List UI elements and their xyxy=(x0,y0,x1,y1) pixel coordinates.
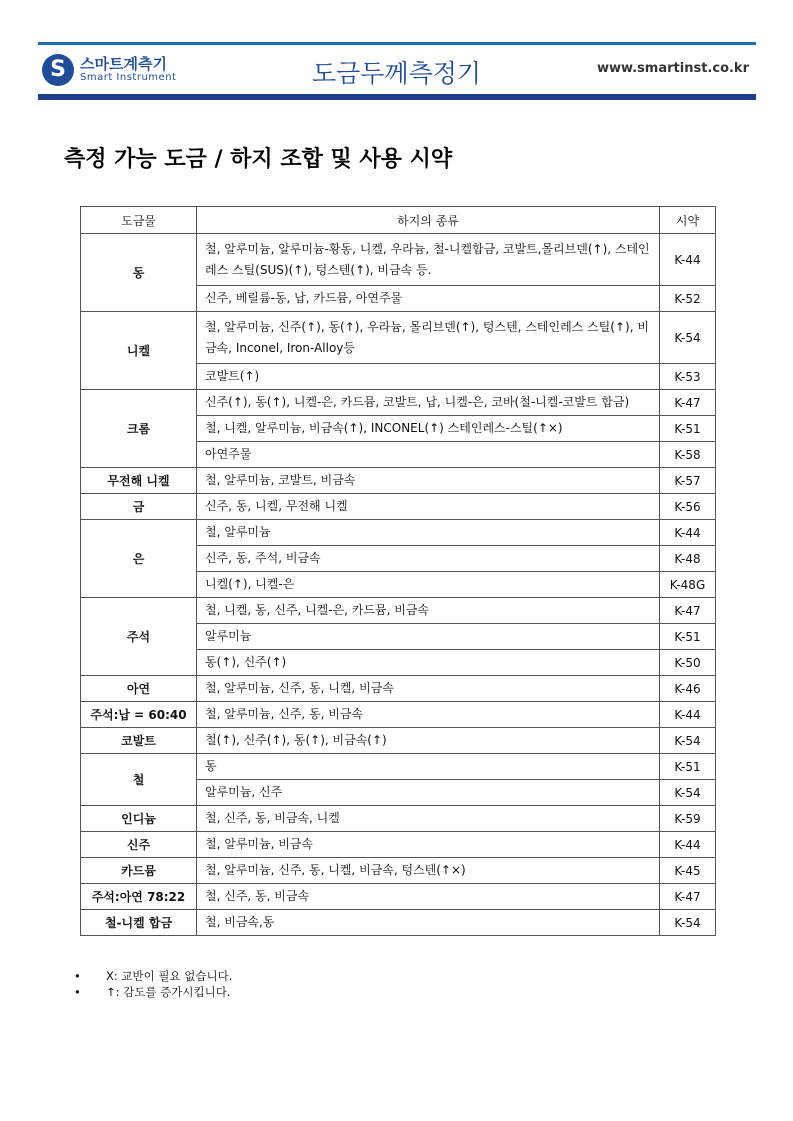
reagent-cell: K-59 xyxy=(660,806,716,832)
reagent-cell: K-54 xyxy=(660,728,716,754)
reagent-cell: K-47 xyxy=(660,390,716,416)
reagent-cell: K-44 xyxy=(660,520,716,546)
table-row xyxy=(81,312,716,364)
table-row xyxy=(81,858,716,884)
plating-cell: 인디늄 xyxy=(81,806,197,832)
reagent-cell: K-53 xyxy=(660,364,716,390)
reagent-cell: K-51 xyxy=(660,754,716,780)
substrate-cell: 알루미늄, 신주 xyxy=(197,780,660,806)
reagent-cell: K-54 xyxy=(660,780,716,806)
plating-cell: 무전해 니켈 xyxy=(81,468,197,494)
reagent-cell: K-48G xyxy=(660,572,716,598)
substrate-cell: 철, 알루미늄, 신주, 동, 비금속 xyxy=(197,702,660,728)
reagent-cell: K-47 xyxy=(660,884,716,910)
substrate-cell: 철, 알루미늄 xyxy=(197,520,660,546)
substrate-cell: 신주(↑), 동(↑), 니켈-은, 카드뮴, 코발트, 납, 니켈-은, 코바(철-니켈-코발트 합금) xyxy=(197,390,660,416)
substrate-cell: 알루미늄 xyxy=(197,624,660,650)
table-row xyxy=(81,884,716,910)
column-header-plating: 도금물 xyxy=(81,207,197,234)
reagent-cell: K-44 xyxy=(660,832,716,858)
plating-cell: 니켈 xyxy=(81,312,197,390)
substrate-cell: 철(↑), 신주(↑), 동(↑), 비금속(↑) xyxy=(197,728,660,754)
table-header-row xyxy=(81,207,716,234)
table-row xyxy=(81,728,716,754)
plating-cell: 신주 xyxy=(81,832,197,858)
reagent-cell: K-44 xyxy=(660,234,716,286)
plating-cell: 주석:아연 78:22 xyxy=(81,884,197,910)
reagent-cell: K-51 xyxy=(660,624,716,650)
logo-name-korean: 스마트계측기 xyxy=(80,55,167,73)
column-header-reagent: 시약 xyxy=(660,207,716,234)
note-text: X: 교반이 필요 없습니다. xyxy=(106,969,233,983)
section-title: 측정 가능 도금 / 하지 조합 및 사용 시약 xyxy=(64,147,453,172)
reagent-cell: K-57 xyxy=(660,468,716,494)
reagent-cell: K-47 xyxy=(660,598,716,624)
reagent-cell: K-54 xyxy=(660,312,716,364)
substrate-cell: 철, 비금속,동 xyxy=(197,910,660,936)
plating-cell: 동 xyxy=(81,234,197,312)
reagent-cell: K-51 xyxy=(660,416,716,442)
substrate-cell: 신주, 베릴륨-동, 납, 카드뮴, 아연주물 xyxy=(197,286,660,312)
document-title: 도금두께측정기 xyxy=(311,59,482,88)
plating-cell: 철 xyxy=(81,754,197,806)
plating-cell: 크롬 xyxy=(81,390,197,468)
header-bottom-rule xyxy=(38,94,756,100)
table-row xyxy=(81,806,716,832)
reagent-cell: K-44 xyxy=(660,702,716,728)
plating-cell: 코발트 xyxy=(81,728,197,754)
logo-name-english: Smart Instrument xyxy=(80,72,177,83)
substrate-cell: 철, 알루미늄, 신주, 동, 니켈, 비금속, 텅스텐(↑×) xyxy=(197,858,660,884)
note-text: ↑: 감도를 증가시킵니다. xyxy=(106,985,231,999)
column-header-substrate: 하지의 종류 xyxy=(197,207,660,234)
table-row xyxy=(81,676,716,702)
plating-cell: 철-니켈 합금 xyxy=(81,910,197,936)
table-row xyxy=(81,468,716,494)
bullet-icon: • xyxy=(74,969,81,983)
table-row xyxy=(81,494,716,520)
header-top-rule xyxy=(38,42,756,45)
substrate-cell: 철, 알루미늄, 신주(↑), 동(↑), 우라늄, 몰리브덴(↑), 텅스텐, 스테인레스 스틸(↑), 비금속, Inconel, Iron-Alloy등 xyxy=(197,312,660,364)
reagent-cell: K-50 xyxy=(660,650,716,676)
table-row xyxy=(81,910,716,936)
plating-cell: 주석 xyxy=(81,598,197,676)
table-row xyxy=(81,520,716,546)
substrate-cell: 동(↑), 신주(↑) xyxy=(197,650,660,676)
plating-substrate-table xyxy=(80,206,716,936)
substrate-cell: 철, 신주, 동, 비금속, 니켈 xyxy=(197,806,660,832)
substrate-cell: 철, 알루미늄, 코발트, 비금속 xyxy=(197,468,660,494)
substrate-cell: 철, 니켈, 동, 신주, 니켈-은, 카드뮴, 비금속 xyxy=(197,598,660,624)
table-row xyxy=(81,598,716,624)
substrate-cell: 철, 알루미늄, 비금속 xyxy=(197,832,660,858)
substrate-cell: 신주, 동, 니켈, 무전해 니켈 xyxy=(197,494,660,520)
table-row xyxy=(81,754,716,780)
substrate-cell: 니켈(↑), 니켈-은 xyxy=(197,572,660,598)
reagent-cell: K-56 xyxy=(660,494,716,520)
substrate-cell: 신주, 동, 주석, 비금속 xyxy=(197,546,660,572)
plating-cell: 카드뮴 xyxy=(81,858,197,884)
substrate-cell: 철, 알루미늄, 신주, 동, 니켈, 비금속 xyxy=(197,676,660,702)
reagent-cell: K-45 xyxy=(660,858,716,884)
reagent-cell: K-52 xyxy=(660,286,716,312)
reagent-cell: K-48 xyxy=(660,546,716,572)
substrate-cell: 동 xyxy=(197,754,660,780)
table-row xyxy=(81,390,716,416)
plating-cell: 금 xyxy=(81,494,197,520)
website-url: www.smartinst.co.kr xyxy=(596,61,749,76)
substrate-cell: 아연주물 xyxy=(197,442,660,468)
reagent-cell: K-46 xyxy=(660,676,716,702)
plating-cell: 은 xyxy=(81,520,197,598)
table-row xyxy=(81,234,716,286)
plating-cell: 아연 xyxy=(81,676,197,702)
substrate-cell: 철, 니켈, 알루미늄, 비금속(↑), INCONEL(↑) 스테인레스-스틸(↑×) xyxy=(197,416,660,442)
table-body xyxy=(81,234,716,936)
substrate-cell: 철, 신주, 동, 비금속 xyxy=(197,884,660,910)
bullet-icon: • xyxy=(74,985,81,999)
table-row xyxy=(81,702,716,728)
logo-s-icon: S xyxy=(42,54,74,86)
plating-cell: 주석:납 = 60:40 xyxy=(81,702,197,728)
table-row xyxy=(81,832,716,858)
substrate-cell: 철, 알루미늄, 알루미늄-황동, 니켈, 우라늄, 철-니켈합금, 코발트,몰리브덴(↑), 스테인레스 스틸(SUS)(↑), 텅스텐(↑), 비금속 등. xyxy=(197,234,660,286)
reagent-cell: K-54 xyxy=(660,910,716,936)
reagent-cell: K-58 xyxy=(660,442,716,468)
substrate-cell: 코발트(↑) xyxy=(197,364,660,390)
